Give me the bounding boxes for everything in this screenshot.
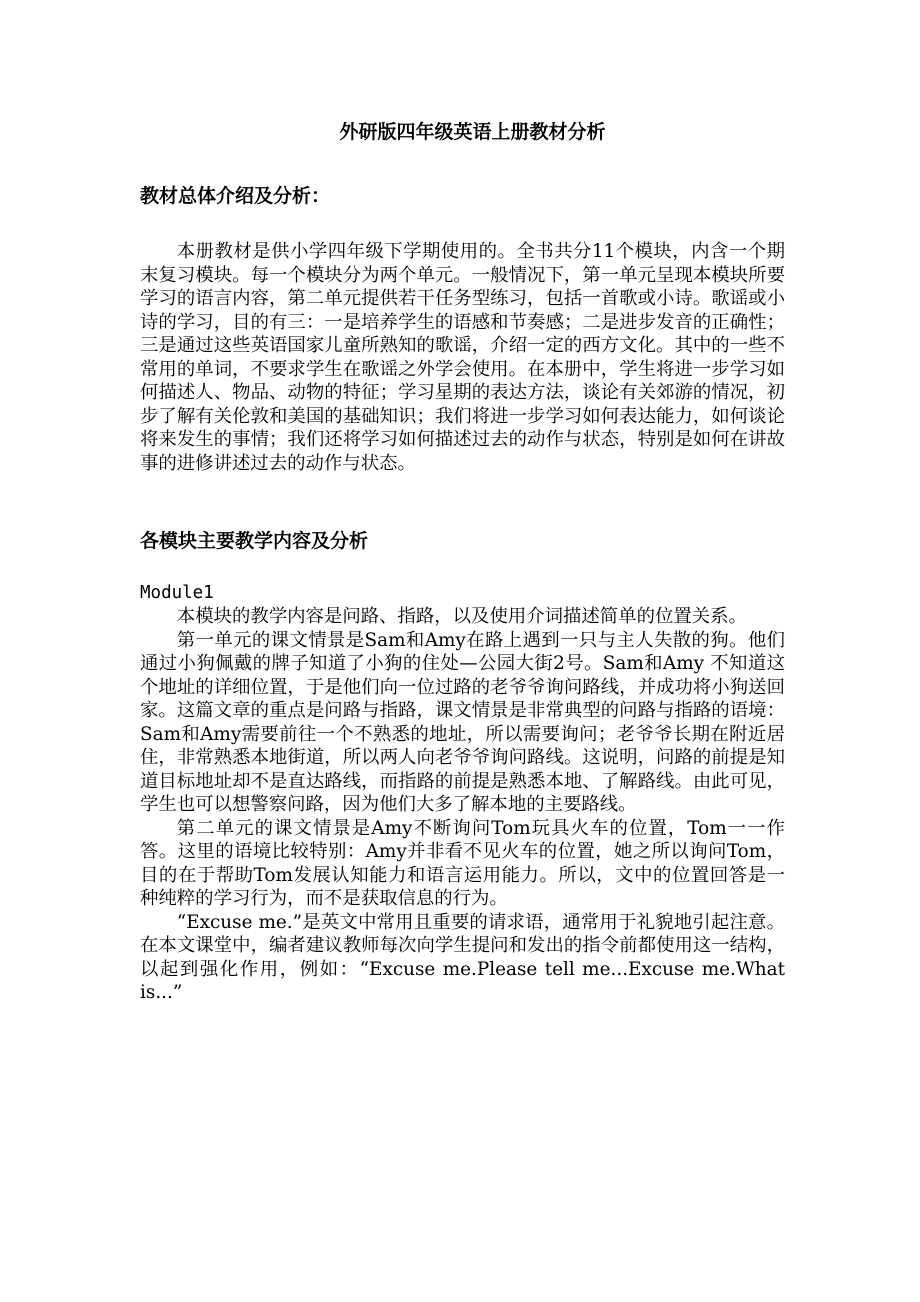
section-heading-modules: 各模块主要教学内容及分析: [140, 530, 369, 552]
section-heading-overview: 教材总体介绍及分析：: [140, 185, 331, 207]
document-title: 外研版四年级英语上册教材分析: [339, 121, 606, 143]
module-paragraph-overview: 本模块的教学内容是问路、指路，以及使用介词描述简单的位置关系。: [176, 606, 747, 627]
intro-paragraph: 本册教材是供小学四年级下学期使用的。全书共分11个模块，内含一个期末复习模块。每一个模块分为两个单元。一般情况下，第一单元呈现本模块所要学习的语言内容，第二单元提供若干任务型练习，包括一首歌或小诗。歌谣或小诗的学习，目的有三：一是培养学生的语感和节奏感；二是进步发音的正确性；三是通过这些英语国家儿童所熟知的歌谣，介绍一定的西方文化。其中的一些不常用的单词，不要求学生在歌谣之外学会使用。在本册中，学生将进一步学习如何描述人、物品、动物的特征；学习星期的表达方法，谈论有关郊游的情况，初步了解有关伦敦和美国的基础知识；我们将进一步学习如何表达能力，如何谈论将来发生的事情；我们还将学习如何描述过去的动作与状态，特别是如何在讲故事的进修讲述过去的动作与状态。: [140, 241, 785, 474]
module-paragraph-unit2: 第二单元的课文情景是Amy不断询问Tom玩具火车的位置，Tom一一作答。这里的语境比较特别：Amy并非看不见火车的位置，她之所以询问Tom，目的在于帮助Tom发展认知能力和语言运用能力。所以，文中的位置回答是一种纯粹的学习行为，而不是获取信息的行为。: [140, 817, 785, 909]
module-paragraph-unit1: 第一单元的课文情景是Sam和Amy在路上遇到一只与主人失散的狗。他们通过小狗佩戴的牌子知道了小狗的住处—公园大街2号。Sam和Amy 不知道这个地址的详细位置，于是他们向一位过路的老爷爷询问路线，并成功将小狗送回家。这篇文章的重点是问路与指路，课文情景是非常典型的问路与指路的语境：Sam和Amy需要前往一个不熟悉的地址，所以需要询问；老爷爷长期在附近居住，非常熟悉本地街道，所以两人向老爷爷询问路线。这说明，问路的前提是知道目标地址却不是直达路线，而指路的前提是熟悉本地、了解路线。由此可见，学生也可以想警察问路，因为他们大多了解本地的主要路线。: [140, 629, 785, 815]
module-paragraph-excuse-me: “Excuse me.”是英文中常用且重要的请求语，通常用于礼貌地引起注意。在本文课堂中，编者建议教师每次向学生提问和发出的指令前都使用这一结构，以起到强化作用，例如：“Excuse me.Please tell me...Excuse me.What is...”: [140, 911, 785, 1003]
document-page: [140, 118, 785, 1005]
module-label: Module1: [140, 583, 214, 603]
